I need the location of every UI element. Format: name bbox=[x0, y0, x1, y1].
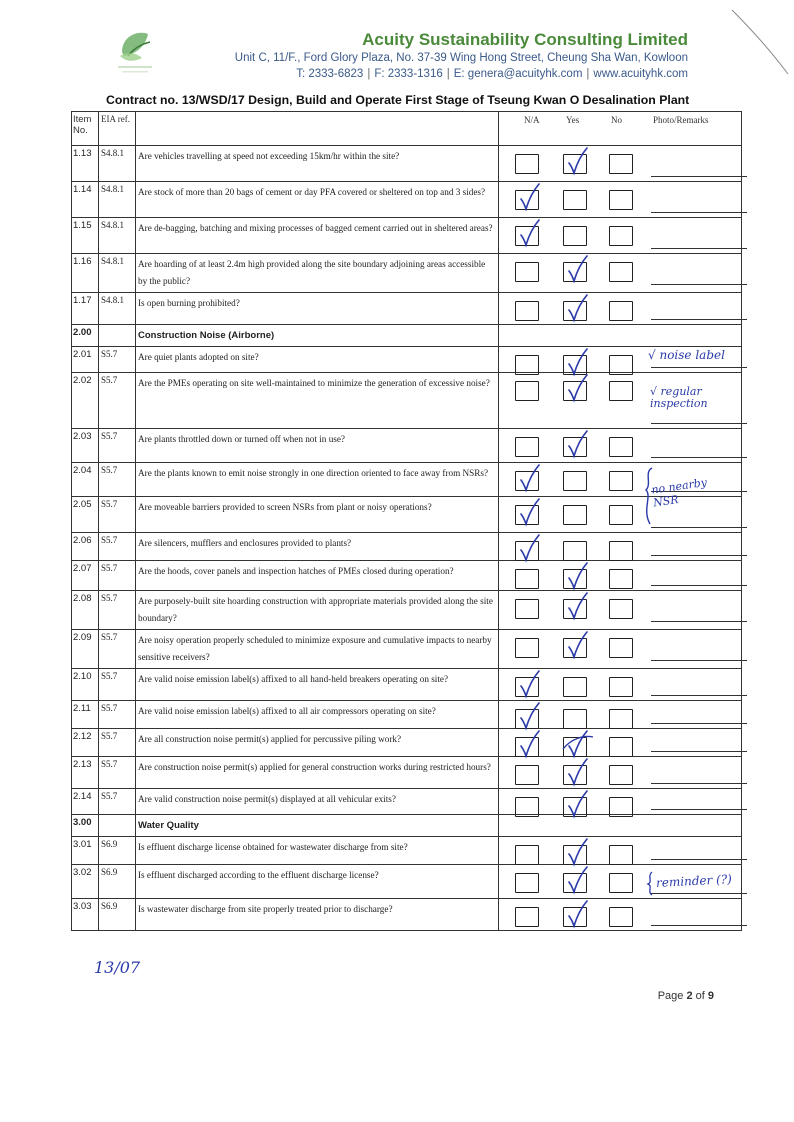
item-number: 1.13 bbox=[72, 146, 99, 182]
remark-field[interactable] bbox=[651, 248, 747, 249]
eia-ref: S5.7 bbox=[99, 373, 136, 429]
checkbox-no[interactable] bbox=[609, 190, 633, 210]
item-number: 2.04 bbox=[72, 463, 99, 497]
item-number: 2.14 bbox=[72, 789, 99, 815]
item-number: 2.12 bbox=[72, 729, 99, 757]
remark-field[interactable] bbox=[651, 423, 747, 424]
checkbox-no[interactable] bbox=[609, 437, 633, 457]
header-yes: Yes bbox=[566, 115, 580, 125]
checkbox-yes[interactable] bbox=[563, 505, 587, 525]
checkbox-no[interactable] bbox=[609, 737, 633, 757]
header-question bbox=[136, 112, 499, 146]
company-fax: F: 2333-1316 bbox=[374, 68, 443, 80]
header-remarks: Photo/Remarks bbox=[653, 115, 709, 125]
checkbox-na[interactable] bbox=[515, 638, 539, 658]
remark-field[interactable] bbox=[651, 893, 747, 894]
item-number: 2.10 bbox=[72, 669, 99, 701]
checkbox-no[interactable] bbox=[609, 226, 633, 246]
question-text: Are noisy operation properly scheduled to minimize exposure and cumulative impacts to nearby sensitive receivers? bbox=[136, 630, 499, 669]
checkbox-yes[interactable] bbox=[563, 541, 587, 561]
item-number: 2.08 bbox=[72, 591, 99, 630]
eia-ref: S4.8.1 bbox=[99, 293, 136, 325]
remark-brace-3-02 bbox=[644, 870, 658, 896]
checkbox-no[interactable] bbox=[609, 873, 633, 893]
checkbox-yes[interactable] bbox=[563, 709, 587, 729]
header-no: No bbox=[611, 115, 622, 125]
answer-cell bbox=[499, 182, 742, 218]
company-name: Acuity Sustainability Consulting Limited bbox=[362, 30, 688, 49]
contract-title: Contract no. 13/WSD/17 Design, Build and Operate First Stage of Tseung Kwan O Desalination Plant bbox=[106, 93, 690, 107]
answer-cell bbox=[499, 591, 742, 630]
checkbox-no[interactable] bbox=[609, 845, 633, 865]
answer-cell bbox=[499, 293, 742, 325]
checkbox-no[interactable] bbox=[609, 505, 633, 525]
answer-cell bbox=[499, 254, 742, 293]
remark-field[interactable] bbox=[651, 319, 747, 320]
answer-cell bbox=[499, 789, 742, 815]
pen-stroke-mark bbox=[724, 0, 794, 80]
item-number: 1.15 bbox=[72, 218, 99, 254]
table-row bbox=[72, 729, 742, 757]
checkbox-no[interactable] bbox=[609, 569, 633, 589]
company-tel: T: 2333-6823 bbox=[296, 68, 364, 80]
company-web: www.acuityhk.com bbox=[593, 68, 688, 80]
checkbox-no[interactable] bbox=[609, 677, 633, 697]
question-text: Are valid noise emission label(s) affixed to all hand-held breakers operating on site? bbox=[136, 669, 499, 701]
answer-cell bbox=[499, 325, 742, 347]
item-number: 3.03 bbox=[72, 899, 99, 931]
question-text: Are plants throttled down or turned off when not in use? bbox=[136, 429, 499, 463]
eia-ref: S6.9 bbox=[99, 865, 136, 899]
eia-ref: S4.8.1 bbox=[99, 218, 136, 254]
table-row bbox=[72, 429, 742, 463]
item-number: 2.09 bbox=[72, 630, 99, 669]
item-number: 1.16 bbox=[72, 254, 99, 293]
question-text: Are hoarding of at least 2.4m high provided along the site boundary adjoining areas accessible by the public? bbox=[136, 254, 499, 293]
question-text: Are vehicles travelling at speed not exceeding 15km/hr within the site? bbox=[136, 146, 499, 182]
checkbox-na[interactable] bbox=[515, 301, 539, 321]
eia-ref: S5.7 bbox=[99, 729, 136, 757]
remark-2-02: √ regular inspection bbox=[650, 385, 708, 410]
remark-field[interactable] bbox=[651, 859, 747, 860]
leaf-logo-icon bbox=[112, 22, 158, 76]
remark-field[interactable] bbox=[651, 925, 747, 926]
eia-ref: S5.7 bbox=[99, 669, 136, 701]
remark-field[interactable] bbox=[651, 176, 747, 177]
item-number: 3.01 bbox=[72, 837, 99, 865]
table-row bbox=[72, 757, 742, 789]
question-text: Are stock of more than 20 bags of cement or day PFA covered or sheltered on top and 3 sides? bbox=[136, 182, 499, 218]
question-text: Are silencers, mufflers and enclosures provided to plants? bbox=[136, 533, 499, 561]
section-title: Construction Noise (Airborne) bbox=[136, 325, 499, 347]
answer-cell bbox=[499, 533, 742, 561]
table-row bbox=[72, 865, 742, 899]
checkbox-no[interactable] bbox=[609, 154, 633, 174]
company-contacts: T: 2333-6823 | F: 2333-1316 | E: genera@acuityhk.com | www.acuityhk.com bbox=[296, 68, 688, 80]
item-number: 2.01 bbox=[72, 347, 99, 373]
remark-field[interactable] bbox=[651, 723, 747, 724]
question-text: Is effluent discharge license obtained for wastewater discharge from site? bbox=[136, 837, 499, 865]
question-text: Are construction noise permit(s) applied for general construction works during restricted hours? bbox=[136, 757, 499, 789]
table-row bbox=[72, 293, 742, 325]
question-text: Are quiet plants adopted on site? bbox=[136, 347, 499, 373]
remark-3-02: reminder (?) bbox=[655, 872, 733, 890]
table-row bbox=[72, 182, 742, 218]
eia-ref: S5.7 bbox=[99, 463, 136, 497]
checkbox-no[interactable] bbox=[609, 541, 633, 561]
eia-ref: S6.9 bbox=[99, 899, 136, 931]
question-text: Are all construction noise permit(s) applied for percussive piling work? bbox=[136, 729, 499, 757]
table-row bbox=[72, 669, 742, 701]
item-number: 2.07 bbox=[72, 561, 99, 591]
eia-ref: S5.7 bbox=[99, 591, 136, 630]
checkbox-yes[interactable] bbox=[563, 677, 587, 697]
eia-ref: S5.7 bbox=[99, 347, 136, 373]
item-number: 2.03 bbox=[72, 429, 99, 463]
header-eia: EIA ref. bbox=[99, 112, 136, 146]
question-text: Are the plants known to emit noise strongly in one direction oriented to face away from NSRs? bbox=[136, 463, 499, 497]
answer-cell bbox=[499, 561, 742, 591]
remark-field[interactable] bbox=[651, 457, 747, 458]
checkbox-na[interactable] bbox=[515, 873, 539, 893]
checkbox-no[interactable] bbox=[609, 301, 633, 321]
checkbox-na[interactable] bbox=[515, 599, 539, 619]
item-number: 2.11 bbox=[72, 701, 99, 729]
section-title: Water Quality bbox=[136, 815, 499, 837]
eia-ref bbox=[99, 325, 136, 347]
answer-cell bbox=[499, 837, 742, 865]
eia-ref: S5.7 bbox=[99, 561, 136, 591]
question-text: Are valid noise emission label(s) affixed to all air compressors operating on site? bbox=[136, 701, 499, 729]
remark-field[interactable] bbox=[651, 527, 747, 528]
checkbox-yes[interactable] bbox=[563, 471, 587, 491]
remark-2-04: no nearby NSR bbox=[650, 475, 708, 510]
company-address: Unit C, 11/F., Ford Glory Plaza, No. 37-39 Wing Hong Street, Cheung Sha Wan, Kowloon bbox=[234, 52, 688, 64]
answer-cell bbox=[499, 757, 742, 789]
remark-field[interactable] bbox=[651, 783, 747, 784]
page-number: Page 2 of 9 bbox=[657, 990, 714, 1002]
remark-field[interactable] bbox=[651, 555, 747, 556]
checkbox-yes[interactable] bbox=[563, 226, 587, 246]
eia-ref: S5.7 bbox=[99, 429, 136, 463]
question-text: Are moveable barriers provided to screen NSRs from plant or noisy operations? bbox=[136, 497, 499, 533]
checkbox-na[interactable] bbox=[515, 437, 539, 457]
remark-field[interactable] bbox=[651, 660, 747, 661]
table-row bbox=[72, 373, 742, 429]
company-header bbox=[235, 30, 688, 82]
question-text: Is effluent discharged according to the effluent discharge license? bbox=[136, 865, 499, 899]
checkbox-no[interactable] bbox=[609, 471, 633, 491]
question-text: Are de-bagging, batching and mixing processes of bagged cement carried out in sheltered areas? bbox=[136, 218, 499, 254]
checkbox-no[interactable] bbox=[609, 709, 633, 729]
table-row bbox=[72, 701, 742, 729]
eia-ref bbox=[99, 815, 136, 837]
eia-ref: S5.7 bbox=[99, 701, 136, 729]
remark-field[interactable] bbox=[651, 284, 747, 285]
checkbox-no[interactable] bbox=[609, 381, 633, 401]
eia-ref: S4.8.1 bbox=[99, 182, 136, 218]
table-row bbox=[72, 254, 742, 293]
checkbox-no[interactable] bbox=[609, 765, 633, 785]
table-row bbox=[72, 837, 742, 865]
header-item: Item No. bbox=[72, 112, 99, 146]
checkbox-no[interactable] bbox=[609, 599, 633, 619]
section-row bbox=[72, 325, 742, 347]
remark-field[interactable] bbox=[651, 809, 747, 810]
eia-ref: S5.7 bbox=[99, 630, 136, 669]
question-text: Are valid construction noise permit(s) displayed at all vehicular exits? bbox=[136, 789, 499, 815]
table-row bbox=[72, 591, 742, 630]
table-row bbox=[72, 789, 742, 815]
answer-cell bbox=[499, 729, 742, 757]
eia-ref: S4.8.1 bbox=[99, 146, 136, 182]
remark-field[interactable] bbox=[651, 585, 747, 586]
question-text: Are the hoods, cover panels and inspection hatches of PMEs closed during operation? bbox=[136, 561, 499, 591]
eia-ref: S5.7 bbox=[99, 757, 136, 789]
eia-ref: S4.8.1 bbox=[99, 254, 136, 293]
checkbox-no[interactable] bbox=[609, 262, 633, 282]
checkbox-na[interactable] bbox=[515, 381, 539, 401]
answer-cell bbox=[499, 429, 742, 463]
remark-field[interactable] bbox=[651, 367, 747, 368]
company-email: E: genera@acuityhk.com bbox=[453, 68, 583, 80]
answer-cell bbox=[499, 815, 742, 837]
answer-cell bbox=[499, 630, 742, 669]
checkbox-na[interactable] bbox=[515, 154, 539, 174]
question-text: Is wastewater discharge from site properly treated prior to discharge? bbox=[136, 899, 499, 931]
remark-field[interactable] bbox=[651, 751, 747, 752]
answer-cell bbox=[499, 669, 742, 701]
eia-ref: S5.7 bbox=[99, 533, 136, 561]
section-row bbox=[72, 815, 742, 837]
table-row bbox=[72, 899, 742, 931]
checkbox-na[interactable] bbox=[515, 845, 539, 865]
item-number: 3.02 bbox=[72, 865, 99, 899]
eia-ref: S5.7 bbox=[99, 497, 136, 533]
item-number: 2.05 bbox=[72, 497, 99, 533]
answer-cell bbox=[499, 218, 742, 254]
signature-date: 13/07 bbox=[94, 958, 141, 977]
eia-ref: S5.7 bbox=[99, 789, 136, 815]
question-text: Are purposely-built site hoarding construction with appropriate materials provided along the site boundary? bbox=[136, 591, 499, 630]
answer-cell bbox=[499, 899, 742, 931]
table-row bbox=[72, 347, 742, 373]
item-number: 2.00 bbox=[72, 325, 99, 347]
checkbox-na[interactable] bbox=[515, 262, 539, 282]
checkbox-yes[interactable] bbox=[563, 190, 587, 210]
item-number: 1.17 bbox=[72, 293, 99, 325]
question-text: Is open burning prohibited? bbox=[136, 293, 499, 325]
header-marks bbox=[499, 112, 742, 146]
checkbox-no[interactable] bbox=[609, 907, 633, 927]
remark-field[interactable] bbox=[651, 695, 747, 696]
table-row bbox=[72, 218, 742, 254]
item-number: 1.14 bbox=[72, 182, 99, 218]
remark-2-01: √ noise label bbox=[648, 348, 725, 362]
table-row bbox=[72, 533, 742, 561]
item-number: 3.00 bbox=[72, 815, 99, 837]
item-number: 2.06 bbox=[72, 533, 99, 561]
checkbox-no[interactable] bbox=[609, 638, 633, 658]
remark-field[interactable] bbox=[651, 212, 747, 213]
header-na: N/A bbox=[524, 115, 540, 125]
item-number: 2.13 bbox=[72, 757, 99, 789]
answer-cell bbox=[499, 146, 742, 182]
answer-cell bbox=[499, 701, 742, 729]
table-row bbox=[72, 146, 742, 182]
checkbox-na[interactable] bbox=[515, 765, 539, 785]
checkbox-na[interactable] bbox=[515, 569, 539, 589]
item-number: 2.02 bbox=[72, 373, 99, 429]
remark-brace bbox=[640, 466, 658, 526]
eia-ref: S6.9 bbox=[99, 837, 136, 865]
table-header-row bbox=[72, 112, 742, 146]
remark-field[interactable] bbox=[651, 621, 747, 622]
checkbox-na[interactable] bbox=[515, 907, 539, 927]
table-row bbox=[72, 630, 742, 669]
question-text: Are the PMEs operating on site well-maintained to minimize the generation of excessive noise? bbox=[136, 373, 499, 429]
table-row bbox=[72, 561, 742, 591]
